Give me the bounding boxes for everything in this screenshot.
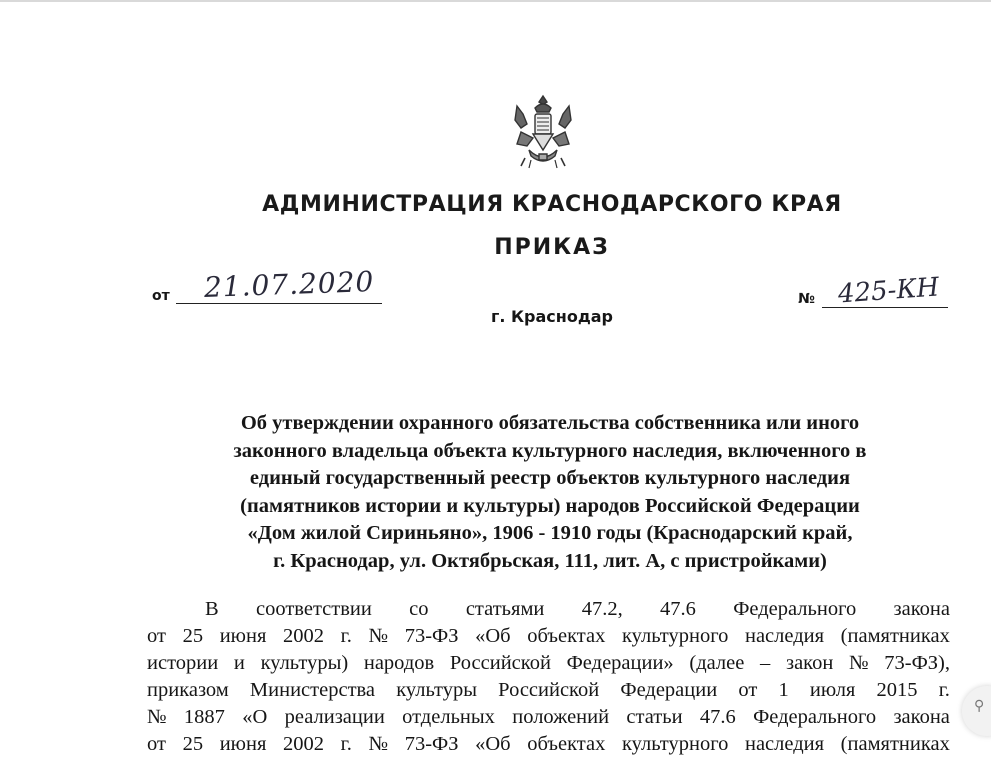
body-word: истории [147,652,219,674]
body-word: 1 [778,679,789,701]
body-line [147,704,950,731]
body-word: 73-ФЗ), [884,652,950,674]
body-word: наследия [744,733,825,755]
title-line: г. Краснодар, ул. Октябрьская, 111, лит. А, с пристройками) [273,549,827,572]
body-word: отдельных [402,706,495,728]
body-word: г. [340,625,352,647]
body-word: закон [785,652,834,674]
body-word: Федерального [753,706,877,728]
title-line: законного владельца объекта культурного наследия, включенного в [233,439,867,462]
body-word: культуры [396,679,477,701]
body-word: «Об [475,733,511,755]
body-word: 2002 [283,733,325,755]
body-word: объектах [527,625,606,647]
body-word: объектах [527,733,606,755]
body-word: положений [512,706,610,728]
zoom-button[interactable] [962,686,991,736]
body-word: культурного [621,625,729,647]
body-word: закона [893,706,950,728]
body-word: Российской [498,679,600,701]
body-word: (далее [689,652,745,674]
body-word: 25 [182,733,204,755]
body-word: Федерации» [566,652,674,674]
number-handwritten: 425-КН [837,272,941,310]
body-word: статьями [465,598,545,620]
body-word: от [147,625,166,647]
body-word: июня [219,733,267,755]
body-word: № [849,652,869,674]
body-word: культурного [621,733,729,755]
body-word: июня [219,625,267,647]
body-word: 47.6 [660,598,696,620]
body-word: г. [938,679,950,701]
body-word: Федерации [620,679,718,701]
body-line [147,650,950,677]
body-word: г. [340,733,352,755]
body-word: № [368,733,389,755]
body-word: 47.6 [699,706,736,728]
body-word: статьи [626,706,683,728]
body-word: народов [363,652,435,674]
body-word: Министерства [249,679,376,701]
date-label: от [152,288,170,304]
document-type: ПРИКАЗ [494,235,610,260]
body-word: «Об [475,625,511,647]
city-name: г. Краснодар [490,307,614,326]
body-word: соответствии [256,598,372,620]
organization-name: АДМИНИСТРАЦИЯ КРАСНОДАРСКОГО КРАЯ [262,192,842,217]
title-line: Об утверждении охранного обязательства собственника или иного [240,412,860,434]
body-word: – [760,652,771,674]
body-word: Российской [449,652,551,674]
body-word: 73-ФЗ [404,625,459,647]
body-line [147,731,950,758]
body-word: культуры) [260,652,349,674]
body-word: 73-ФЗ [404,733,459,755]
title-line: (памятников истории и культуры) народов Российской Федерации [240,494,860,517]
body-word: 2015 [876,679,918,701]
body-word: Федерального [733,598,857,620]
body-word: (памятниках [840,733,950,755]
body-word: (памятниках [840,625,950,647]
body-word: закона [893,598,950,620]
body-line [147,623,950,650]
body-line [147,596,950,623]
body-word: 25 [182,625,204,647]
number-label: № [798,291,815,307]
title-line: «Дом жилой Сириньяно», 1906 - 1910 годы (Краснодарский край, [247,522,853,544]
body-word: реализации [284,706,385,728]
body-word: июля [809,679,856,701]
body-word: со [409,598,429,620]
body-word: от [738,679,758,701]
body-word: № [368,625,389,647]
magnify-icon: ⚲ [974,698,985,714]
body-word: № [147,706,167,728]
body-word: и [233,652,245,674]
body-word: 1887 [183,706,225,728]
body-word: В [205,598,219,620]
body-word: от [147,733,166,755]
title-line: единый государственный реестр объектов культурного наследия [249,467,851,489]
date-handwritten: 21.07.2020 [203,265,375,304]
body-word: 47.2, [581,598,623,620]
body-word: 2002 [283,625,325,647]
body-word: приказом [147,679,229,701]
body-word: «О [242,706,268,728]
body-line [147,677,950,704]
document-title [150,410,950,575]
coat-of-arms-emblem [511,94,575,170]
body-word: наследия [744,625,825,647]
